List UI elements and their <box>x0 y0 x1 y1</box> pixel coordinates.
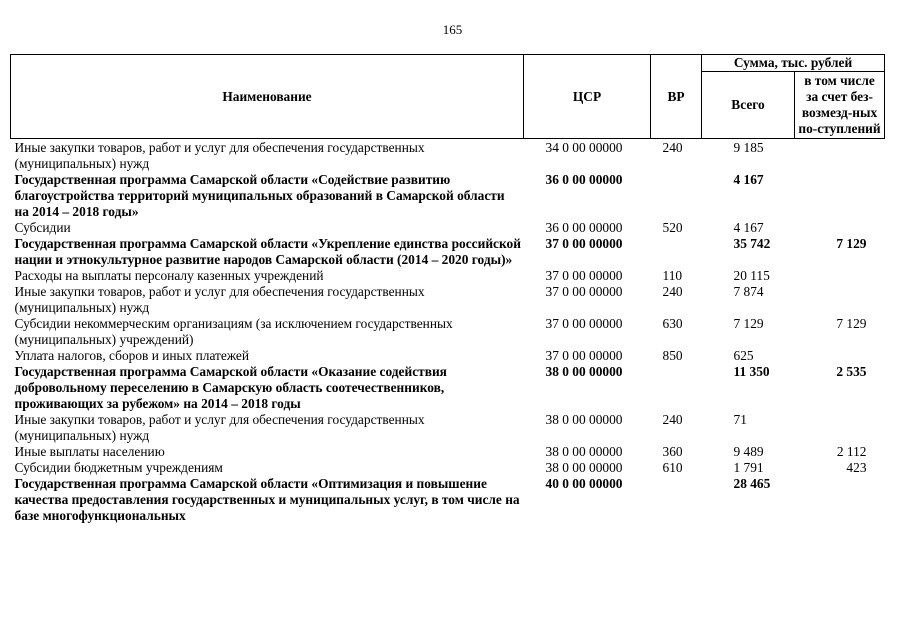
row-csr: 38 0 00 00000 <box>545 364 623 379</box>
row-vr <box>651 364 702 412</box>
row-name: Государственная программа Самарской области «Укрепление единства российской нации и этнокультурное развитие народов Самарской области (2014 – 2020 годы)» <box>14 236 521 267</box>
table-row <box>11 460 885 476</box>
row-total: 4 167 <box>733 220 764 235</box>
row-csr: 37 0 00 00000 <box>545 236 623 251</box>
header-sum: Сумма, тыс. рублей <box>702 55 885 72</box>
row-free <box>795 284 885 316</box>
table-header <box>11 55 885 139</box>
row-total: 9 185 <box>733 140 764 155</box>
row-name: Государственная программа Самарской области «Оптимизация и повышение качества предоставления государственных и муниципальных услуг, в том числе на базе многофункциональных <box>14 476 520 523</box>
row-csr: 38 0 00 00000 <box>545 460 623 475</box>
row-total: 28 465 <box>733 476 771 491</box>
row-free: 7 129 <box>836 316 867 331</box>
row-total: 9 489 <box>733 444 764 459</box>
header-name: Наименование <box>11 55 524 139</box>
row-free <box>795 476 885 524</box>
page-number: 165 <box>442 22 463 37</box>
table-row <box>11 220 885 236</box>
table-row <box>11 236 885 268</box>
table-row <box>11 364 885 412</box>
row-name: Иные выплаты населению <box>14 444 165 459</box>
header-total: Всего <box>702 72 795 139</box>
row-vr: 630 <box>662 316 683 331</box>
row-free <box>795 220 885 236</box>
row-free: 7 129 <box>836 236 867 251</box>
row-vr: 850 <box>662 348 683 363</box>
row-csr: 36 0 00 00000 <box>545 220 623 235</box>
row-csr: 38 0 00 00000 <box>545 444 623 459</box>
row-vr: 520 <box>662 220 683 235</box>
row-total: 4 167 <box>733 172 764 187</box>
row-name: Субсидии <box>14 220 71 235</box>
row-total: 7 129 <box>733 316 764 331</box>
table-row <box>11 172 885 220</box>
row-total: 71 <box>733 412 747 427</box>
row-csr: 37 0 00 00000 <box>545 348 623 363</box>
row-csr: 37 0 00 00000 <box>545 284 623 299</box>
row-free <box>795 172 885 220</box>
row-free: 2 112 <box>836 444 867 459</box>
row-name: Иные закупки товаров, работ и услуг для обеспечения государственных (муниципальных) нужд <box>14 140 425 171</box>
row-name: Расходы на выплаты персоналу казенных учреждений <box>14 268 324 283</box>
row-vr <box>651 236 702 268</box>
row-total: 625 <box>733 348 754 363</box>
row-total: 1 791 <box>733 460 764 475</box>
budget-table-container <box>10 54 884 524</box>
row-csr: 36 0 00 00000 <box>545 172 623 187</box>
row-name: Субсидии некоммерческим организациям (за исключением государственных (муниципальных) учреждений) <box>14 316 453 347</box>
row-free <box>795 412 885 444</box>
table-row <box>11 476 885 524</box>
row-name: Уплата налогов, сборов и иных платежей <box>14 348 250 363</box>
row-vr: 240 <box>662 140 683 155</box>
row-vr: 610 <box>662 460 683 475</box>
row-vr <box>651 172 702 220</box>
table-row <box>11 268 885 284</box>
header-free: в том числе за счет без-возмезд-ных по-ступлений <box>795 72 885 139</box>
table-row <box>11 348 885 364</box>
row-free: 423 <box>846 460 867 475</box>
row-vr: 240 <box>662 284 683 299</box>
header-vr: ВР <box>651 55 702 139</box>
row-vr: 240 <box>662 412 683 427</box>
table-row <box>11 444 885 460</box>
row-vr <box>651 476 702 524</box>
row-total: 11 350 <box>733 364 770 379</box>
row-name: Иные закупки товаров, работ и услуг для обеспечения государственных (муниципальных) нужд <box>14 284 425 315</box>
row-free <box>795 139 885 173</box>
row-csr: 38 0 00 00000 <box>545 412 623 427</box>
row-name: Государственная программа Самарской области «Содействие развитию благоустройства территорий муниципальных образований в Самарской области на 2014 – 2018 годы» <box>14 172 505 219</box>
row-name: Государственная программа Самарской области «Оказание содействия добровольному переселению в Самарскую область соотечественников, проживающих за рубежом» на 2014 – 2018 годы <box>14 364 447 411</box>
row-csr: 34 0 00 00000 <box>545 140 623 155</box>
table-row <box>11 412 885 444</box>
row-csr: 37 0 00 00000 <box>545 268 623 283</box>
row-vr: 360 <box>662 444 683 459</box>
row-free <box>795 268 885 284</box>
row-total: 20 115 <box>733 268 770 283</box>
row-vr: 110 <box>662 268 683 283</box>
header-csr: ЦСР <box>524 55 651 139</box>
table-body <box>11 139 885 525</box>
row-free <box>795 348 885 364</box>
table-row <box>11 316 885 348</box>
row-name: Иные закупки товаров, работ и услуг для обеспечения государственных (муниципальных) нужд <box>14 412 425 443</box>
budget-table <box>10 54 885 524</box>
row-total: 35 742 <box>733 236 771 251</box>
row-csr: 37 0 00 00000 <box>545 316 623 331</box>
row-free: 2 535 <box>836 364 867 379</box>
row-csr: 40 0 00 00000 <box>545 476 623 491</box>
table-row <box>11 284 885 316</box>
row-total: 7 874 <box>733 284 764 299</box>
row-name: Субсидии бюджетным учреждениям <box>14 460 223 475</box>
table-row <box>11 139 885 173</box>
